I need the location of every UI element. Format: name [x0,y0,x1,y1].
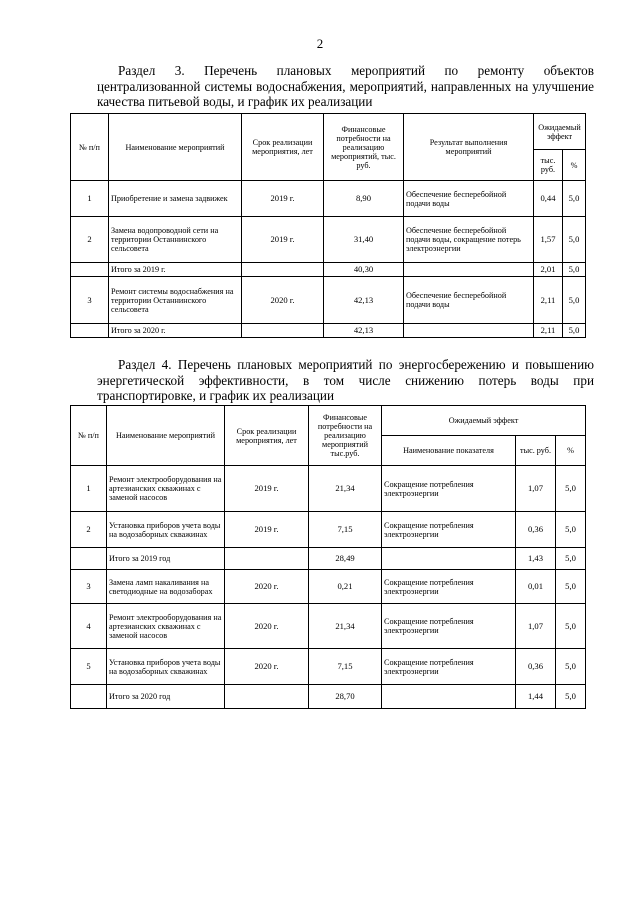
empty-cell [242,324,324,338]
table-row [71,217,586,263]
row-total-label: Итого за 2020 г. [109,324,242,338]
row-name: Установка приборов учета воды на водозаборных скважинах [107,512,225,548]
empty-cell [71,685,107,709]
header-term: Срок реализации мероприятия, лет [242,114,324,181]
row-effect-rub: 1,07 [516,604,556,649]
header-indicator: Наименование показателя [382,436,516,466]
row-result: Обеспечение бесперебойной подачи воды [404,181,534,217]
row-indicator: Сокращение потребления электроэнергии [382,604,516,649]
row-indicator: Сокращение потребления электроэнергии [382,512,516,548]
row-term: 2020 г. [225,649,309,685]
row-name: Замена ламп накаливания на светодиодные на водозаборах [107,570,225,604]
header-result: Результат выполнения мероприятий [404,114,534,181]
header-effect-pct: % [556,436,586,466]
table-total-row [71,548,586,570]
table-total-row [71,685,586,709]
empty-cell [382,548,516,570]
row-effect-pct: 5,0 [556,570,586,604]
header-finance: Финансовые потребности на реализацию мероприятий тыс.руб. [309,406,382,466]
row-result: Обеспечение бесперебойной подачи воды, сокращение потерь электроэнергии [404,217,534,263]
empty-cell [71,324,109,338]
page-number: 2 [316,36,324,51]
table-total-row [71,263,586,277]
row-term: 2019 г. [225,466,309,512]
row-indicator: Сокращение потребления электроэнергии [382,649,516,685]
header-name: Наименование мероприятий [107,406,225,466]
row-effect-pct: 5,0 [563,277,586,324]
header-num: № п/п [71,406,107,466]
header-num: № п/п [71,114,109,181]
header-effect: Ожидаемый эффект [382,406,586,436]
section4-heading [97,357,594,404]
row-term: 2020 г. [225,604,309,649]
row-finance: 0,21 [309,570,382,604]
row-result: Обеспечение бесперебойной подачи воды [404,277,534,324]
row-effect-rub: 1,43 [516,548,556,570]
row-name: Ремонт системы водоснабжения на территории Останнинского сельсовета [109,277,242,324]
row-term: 2020 г. [225,570,309,604]
table-row [71,466,586,512]
row-finance: 7,15 [309,649,382,685]
row-effect-rub: 0,36 [516,512,556,548]
section4-table [70,405,586,709]
row-effect-rub: 1,44 [516,685,556,709]
row-indicator: Сокращение потребления электроэнергии [382,570,516,604]
table-header-row [71,114,586,150]
row-num: 2 [71,217,109,263]
row-effect-pct: 5,0 [556,649,586,685]
row-term: 2020 г. [242,277,324,324]
row-term: 2019 г. [242,217,324,263]
row-total-label: Итого за 2019 г. [109,263,242,277]
section4-heading-line: энергетической эффективности, в том числе снижению потерь воды при [97,372,594,388]
table-row [71,649,586,685]
row-effect-pct: 5,0 [556,466,586,512]
row-effect-rub: 0,01 [516,570,556,604]
section3-heading-line: централизованной системы водоснабжения, мероприятий, направленных на улучшение [97,78,594,94]
empty-cell [225,548,309,570]
row-effect-pct: 5,0 [556,604,586,649]
row-total-label: Итого за 2020 год [107,685,225,709]
empty-cell [404,263,534,277]
row-effect-pct: 5,0 [556,685,586,709]
row-effect-pct: 5,0 [556,512,586,548]
row-name: Ремонт электрооборудования на артезианских скважинах с заменой насосов [107,466,225,512]
row-effect-pct: 5,0 [556,548,586,570]
row-name: Установка приборов учета воды на водозаборных скважинах [107,649,225,685]
empty-cell [71,548,107,570]
row-num: 1 [71,181,109,217]
row-finance: 8,90 [324,181,404,217]
header-effect-pct: % [563,150,586,181]
row-effect-pct: 5,0 [563,217,586,263]
empty-cell [382,685,516,709]
row-name: Приобретение и замена задвижек [109,181,242,217]
table-header-row [71,406,586,436]
row-total-label: Итого за 2019 год [107,548,225,570]
row-num: 2 [71,512,107,548]
row-effect-pct: 5,0 [563,263,586,277]
row-name: Замена водопроводной сети на территории Останнинского сельсовета [109,217,242,263]
empty-cell [242,263,324,277]
row-effect-rub: 1,07 [516,466,556,512]
row-finance: 21,34 [309,466,382,512]
section4-heading-line: транспортировке, и график их реализации [97,388,335,403]
row-num: 1 [71,466,107,512]
table-row [71,181,586,217]
header-effect-rub: тыс. руб. [534,150,563,181]
section4-heading-line: Раздел 4. Перечень плановых мероприятий по энергосбережению и повышению [118,357,594,372]
row-finance: 40,30 [324,263,404,277]
row-effect-rub: 2,11 [534,324,563,338]
row-term: 2019 г. [225,512,309,548]
row-effect-pct: 5,0 [563,181,586,217]
row-indicator: Сокращение потребления электроэнергии [382,466,516,512]
row-finance: 28,70 [309,685,382,709]
row-finance: 42,13 [324,277,404,324]
row-num: 3 [71,277,109,324]
row-effect-rub: 1,57 [534,217,563,263]
empty-cell [71,263,109,277]
header-effect-rub: тыс. руб. [516,436,556,466]
row-name: Ремонт электрооборудования на артезианских скважинах с заменой насосов [107,604,225,649]
row-effect-rub: 2,01 [534,263,563,277]
header-name: Наименование мероприятий [109,114,242,181]
header-effect: Ожидаемый эффект [534,114,586,150]
row-finance: 21,34 [309,604,382,649]
section3-heading-line: качества питьевой воды, и график их реализации [97,94,373,109]
header-term: Срок реализации мероприятия, лет [225,406,309,466]
table-row [71,277,586,324]
row-num: 5 [71,649,107,685]
empty-cell [225,685,309,709]
row-effect-rub: 0,44 [534,181,563,217]
table-row [71,604,586,649]
table-total-row [71,324,586,338]
section3-heading [97,63,594,110]
header-finance: Финансовые потребности на реализацию мероприятий, тыс. руб. [324,114,404,181]
row-finance: 31,40 [324,217,404,263]
row-finance: 42,13 [324,324,404,338]
table-row [71,512,586,548]
table-row [71,570,586,604]
row-term: 2019 г. [242,181,324,217]
section3-heading-line: Раздел 3. Перечень плановых мероприятий по ремонту объектов [118,63,594,78]
row-finance: 7,15 [309,512,382,548]
section3-table [70,113,586,338]
row-num: 4 [71,604,107,649]
row-effect-pct: 5,0 [563,324,586,338]
row-num: 3 [71,570,107,604]
empty-cell [404,324,534,338]
row-effect-rub: 2,11 [534,277,563,324]
row-finance: 28,49 [309,548,382,570]
row-effect-rub: 0,36 [516,649,556,685]
